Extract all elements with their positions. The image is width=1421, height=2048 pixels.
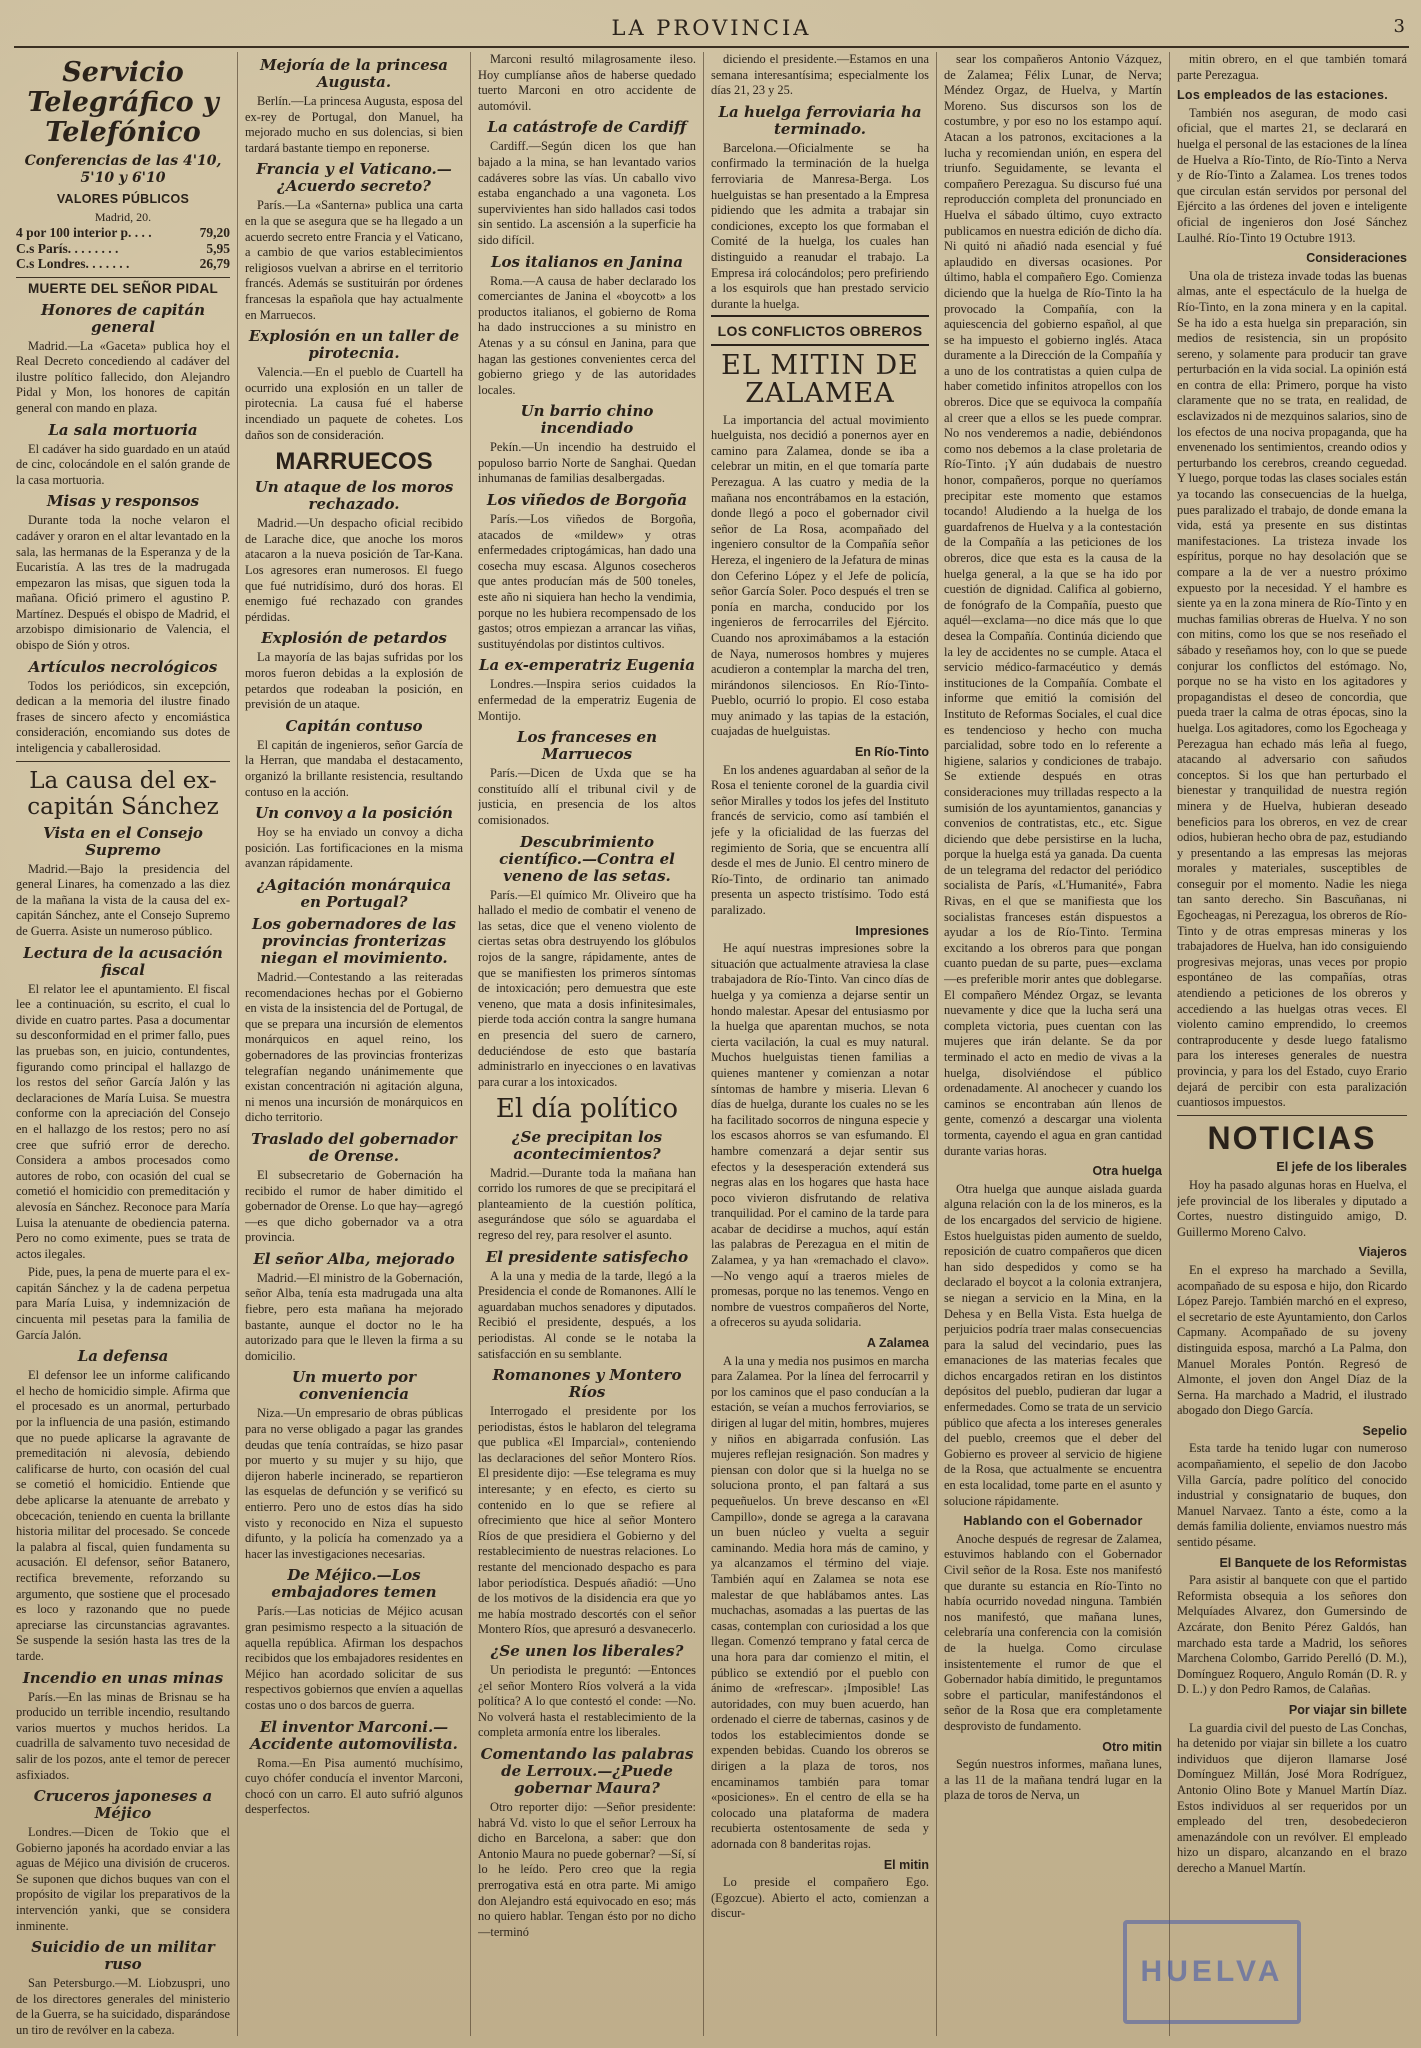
article-text: Hoy se ha enviado un convoy a dicha posición. Las fortificaciones en la misma avanzan rápidamente. xyxy=(245,825,463,871)
article-text: Una ola de tristeza invade todas las buenas almas, ante el espectáculo de la huelga de Río-Tinto, en la zona minera y en la capital. Se ha ido a esta huelga sin preparación, sin medios de resistencia, sin un propósito sereno, y solamente para producir tan grave perturbación en la vida social. La opinión está en contra de ella: Primero, porque ha visto claramente que no se trata, en realidad, de esclavizados ni de mezquinos salarios, sino de los efectos de una nociva propaganda, que ha envenenado los sentimientos, creando odios y perturbando los cerebros, creando ceguedad. Y luego, porque todas las clases sociales están ya tocando las consecuencias de la huelga, pues paralizado el trabajo, de donde emana la vida, está ya presente en sus distintas manifestaciones. La tristeza invade los espíritus, porque no hay desolación que se compare a la de ver a nuestro próximo expuesto por la necesidad. Y el hambre es siente ya en la zona minera de Río-Tinto y en muchas familias obreras de Huelva. Y no son con mitins, como los que se nos reseñado el sábado y reseñamos hoy, con lo que se puede conjurar los conflictos del estómago. No, porque no se ha visto en los agitadores y propagandistas el deseo de concordia, que pueda traer la calma de otras épocas, sino la huelga. Los agitadores, como los Egocheaga y Perezagua han echado más leña al fuego, atacando al adversario con sañudos conceptos. Si los que han perturbado el bienestar y tranquilidad de nuestra región minera y de Huelva, hubieran deseado beneficios para los obreros, en vez de crear odios, hubieran hecho obra de paz, estudiando y presentando a las empresas las mejoras morales y materiales, susceptibles de conseguir por el momento. Nadie les niega tan santo derecho. Sin Bascuñanas, ni Egocheagas, ni Perezagua, los obreros de Río-Tinto y de otras empresas mineras y los trabajadores de Huelva, han ido consiguiendo progresivas mejoras, unas veces por propio espontáneo de las compañías, otras atendiendo a peticiones de los obreros y accediendo a las huelgas otras veces. El violento camino emprendido, lo creemos contraproducente y desde luego fatalismo para los intereses generales de nuestra provincia, y para los del Estado, cuyo Erario dejará de percibir con esta paralización cuantiosos impuestos. xyxy=(1177,268,1407,1110)
subheadline: ¿Agitación monárquica en Portugal? xyxy=(256,875,452,911)
article-text: París.—Los viñedos de Borgoña, atacados de «mildew» y otras enfermedades criptogámicas, han dado una cosecha muy escasa. Algunos cosecheros que antes producían más de 500 toneles, este año ni siquiera han hecho la vendimia, porque no les hubiera recompensado de los gastos; otros empiezan a arrancar las viñas, sustituyéndolas por distintos cultivos. xyxy=(478,512,696,651)
article-text: París.—Dicen de Uxda que se ha constituído allí el tribunal civil y de justicia, en presencia de los altos comisionados. xyxy=(478,766,696,827)
subheadline: Comentando las palabras de Lerroux.—¿Puede gobernar Maura? xyxy=(480,1744,694,1797)
newspaper-title: LA PROVINCIA xyxy=(611,16,812,40)
article-text: Lo preside el compañero Ego. (Egozcue). Abierto el acto, comienzan a discur- xyxy=(711,1875,929,1921)
article-text: Madrid.—Un despacho oficial recibido de Larache dice, que anoche los moros atacaron a la nueva posición de Tar-Kana. Los agresores eran numerosos. El fuego que fué nutridísimo, duró dos horas. El enemigo fué rechazado con grandes pérdidas. xyxy=(245,516,463,624)
article-text: París.—El químico Mr. Oliveiro que ha hallado el medio de combatir el veneno de las setas, dice que el veneno violento de ciertas setas obra destruyendo los glóbulos rojos de la sangre, rápidamente, antes de que se manifiesten los primeros síntomas de intoxicación; pero demuestra que este veneno, que mata a dosis infinitesimales, pierde toda acción contra la sangre humana en presencia del suero de carnero, deduciéndose de esto que bastaría administrarlo en inyecciones o en lavativas para curar a los intoxicados. xyxy=(478,887,696,1089)
subheadline: Misas y responsos xyxy=(46,492,200,511)
headline: MUERTE DEL SEÑOR PIDAL xyxy=(16,277,230,297)
subheadline: Otro mitin xyxy=(1102,1739,1162,1754)
article-text: La mayoría de las bajas sufridas por los moros fueron debidas a la explosión de petardos que rodeaban la posición, en previsión de un ataque. xyxy=(245,650,463,712)
article-text: El relator lee el apuntamiento. El fiscal lee a continuación, su escrito, el cual lo divide en cuatro partes. Pasa a documentar su desconformidad en el primer fallo, pues las pruebas son, en juicio, contundentes, figurando como principal el hallazgo de los restos del señor García Jalón y las declaraciones de María Luisa. Se muestra conforme con la apreciación del Consejo en el hallazgo de los restos; pero no así cree que sufrió error de derecho. Considera a ambos procesados como autores de robo, con ocasión del cual se cometió el homicidio con premeditación y alevosía en Sánchez. Reconoce para María Luisa la atenuante de obediencia paterna. Pero no como eximente, pues se trata de actos ilegales. xyxy=(16,981,230,1261)
subheadline: Un muerto por conveniencia xyxy=(292,1368,416,1404)
article-text: Marconi resultó milagrosamente ileso. Hoy cumplíanse años de haberse quedado tuerto Marconi en otro accidente de automóvil. xyxy=(478,52,696,113)
article-text: París.—Las noticias de Méjico acusan gran pesimismo respecto a la situación de aquella república. Afirman los despachos recibidos que los embajadores residentes en Méjico han acordado solicitar de sus respectivos gobiernos que envíen a aquellas costas uno o dos barcos de guerra. xyxy=(245,1604,463,1712)
article-text: La importancia del actual movimiento huelguista, nos decidió a ponernos ayer en camino para Zalamea, donde se iba a celebrar un mitin, en el que tomaría parte Perezagua. A las cuatro y media de la mañana nos encontrábamos en la estación, donde llegó a poco el gobernador civil señor de La Rosa, acompañado del ingeniero consultor de la Compañía señor Hereza, el ingeniero de la Jefatura de minas don Ceferino López y el Jefe de policía, señor García Soler. Poco después el tren se ponía en marcha, conducido por los ingenieros de ferrocarriles del Ejército. Cuando nos aproximábamos a la estación de Naya, numerosos hombres y mujeres acudieron a contemplar la marcha del tren, mirándonos silenciosos. En Río-Tinto-Pueblo, ocurrió lo propio. El coso estaba muy animado y las tapias de la estación, cuajadas de huelguistas. xyxy=(711,412,929,739)
article-text: En los andenes aguardaban al señor de la Rosa el teniente coronel de la guardia civil señor Miralles y todos los jefes del Instituto francés de servicio, como así también el jefe y la oficialidad de las fuerzas del regimiento de Soria, que se encuentra allí desde el mes de Junio. El centro minero de Río-Tinto, de ordinario tan animado presenta un aspecto tristísimo. Todo está paralizado. xyxy=(711,762,929,917)
article-text: Madrid.—La «Gaceta» publica hoy el Real Decreto concediendo al cadáver del ilustre político fallecido, don Alejandro Pidal y Mon, los honores de capitán general con mando en plaza. xyxy=(16,338,230,415)
headline: EL MITIN DE ZALAMEA xyxy=(721,349,919,410)
article-text: El cadáver ha sido guardado en un ataúd de cinc, colocándole en el salón grande de la casa mortuoria. xyxy=(16,441,230,487)
subheadline: Explosión en un taller de pirotecnia. xyxy=(248,327,460,363)
price-row: C.s Londres. . . . . . . 26,79 xyxy=(16,256,230,272)
article-text: Durante toda la noche velaron el cadáver y oraron en el altar levantado en la sala, las hermanas de la Esperanza y de la Eucaristía. A las tres de la madrugada empezaron las misas, que siguen toda la mañana. Ofició primero el agustino P. Martínez. Después el obispo de Madrid, el arzobispo dimisionario de Valencia, el obispo de Sión y otros. xyxy=(16,513,230,653)
article-text: Valencia.—En el pueblo de Cuartell ha ocurrido una explosión en un taller de pirotecnia. La causa fué el haberse incendiado un paquete de cohetes. Los daños son de consideración. xyxy=(245,365,463,442)
subheadline: El jefe de los liberales xyxy=(1276,1160,1407,1175)
article-text: Londres.—Dicen de Tokio que el Gobierno japonés ha acordado enviar a las aguas de Méjico una división de cruceros. Se suponen que dichos buques van con el propósito de vigilar los preparativos de la intervención yanki, que se considera inminente. xyxy=(16,1825,230,1933)
subheadline: Los gobernadores de las provincias fronterizas niegan el movimiento. xyxy=(252,914,456,967)
article-text: San Petersburgo.—M. Liobzuspri, uno de los directores generales del ministerio de la Guerra, se ha suicidado, disparándose un tiro de revólver en la cabeza. xyxy=(16,1976,230,2038)
article-text: El defensor lee un informe calificando el hecho de homicidio simple. Afirma que el procesado es un anormal, perturbado por la influencia de una pasión, estimando que no puede aplicarse la agravante de premeditación ni alevosía, debiendo calificarse de hurto, con ocasión del cual se cometió el homicidio. Entiende que debe aplicarse la atenuante de arrebato y obcecación, teniendo en cuenta la brillante historia militar del procesado. Se concede la palabra al fiscal, quien fundamenta su acusación. El defensor, señor Batanero, rectifica brevemente, reforzando su argumento, que sostiene que el procesado es loco y razonando que no puede apreciarse las circunstancias agravantes. Se suspende la sesión hasta las tres de la tarde. xyxy=(16,1368,230,1663)
subheadline: Los italianos en Janina xyxy=(491,252,683,271)
subheadline: Incendio en unas minas xyxy=(22,1668,224,1687)
article-text: sear los compañeros Antonio Vázquez, de Zalamea; Félix Lunar, de Nerva; Méndez Orgaz, de Huelva, y Martín Moreno. Sus discursos son los de costumbre, y por eso no los estampo aquí. Atacan a los patronos, excitaciones a la lucha y recomiendan unión, en espera del triunfo. Seguidamente, se levanta el compañero Perezagua. Su discurso fué una reproducción completa del pronunciado en Huelva el sábado último, cuyo extracto publicamos en nuestra edición de dicho día. Ni quitó ni añadió nada esencial y fué aplaudido en diversas ocasiones. Por último, habla el compañero Ego. Comienza diciendo que la huelga de Río-Tinto la ha provocado la Compañía, con la aquiescencia del gobierno español, al que se ha impuesto el gobierno inglés. Ataca duramente a la Dirección de la Compañía y a uno de los contratistas a quien culpa de haber cometido infinitos atropellos con los obreros. Dice que se equivoca la compañía al creer que a ellos se les puede comprar. No nos venderemos a nadie, debiéndonos como nos debemos a la clase proletaria de Río-Tinto. ¡Y aún dudabais de nuestro honor, compañeros, porque no queríamos precipitar este momento que estamos tocando! Aludiendo a la huelga de los guardafrenos de Huelva y a la contestación de la Compañía a las peticiones de los obreros, dice que esta es la causa de la huelga general, a la que se ha ido por cuestión de dignidad. Califica al gobierno, de fonógrafo de la Compañía, puesto que aquél—exclama—no dice más que lo que desea la Compañía. Continúa diciendo que la ley de accidentes no se cumple. Ataca el servicio médico-farmacéutico y demás instituciones de la Compañía. Combate el informe que emitió la comisión del Instituto de Reformas Sociales, el cual dice es tendencioso y hecho con mucha parcialidad, sobre todo en lo referente a higiene, salarios y condiciones de trabajo. Se extiende después en otras consideraciones muy trilladas respecto a la sumisión de los ayuntamientos, ganancias y convenios de contratistas, etc., etc. Sigue diciendo que debe persistirse en la lucha, porque la huelga está ya ganada. Da cuenta de un telegrama del redactor del periódico socialista de París, «L'Humanité», Fabra Rivas, en el que se manifiesta que los socialistas franceses están dispuestos a ayudar a los de Río-Tinto. Termina excitando a los obreros para que pongan cuanto puedan de su parte, pues—exclama—es preferible morir antes que doblegarse. El compañero Méndez Orgaz, se levanta nuevamente y dice que la lucha será una completa victoria, pues cuentan con las mujeres que irán delante. Se da por terminado el acto en medio de vivas a la huelga, disolviéndose el público ordenadamente. Al anochecer y cuando los caminos se encontraban aún llenos de gente, comenzó a descargar una violenta tormenta, cayendo el agua en gran cantidad durante varias horas. xyxy=(944,52,1162,1158)
column-4 xyxy=(711,52,929,2038)
subheadline: La sala mortuoria xyxy=(48,420,198,439)
subheadline: El inventor Marconi.—Accidente automovilista. xyxy=(250,1717,458,1753)
price-row: C.s París. . . . . . . . 5,95 xyxy=(16,240,230,256)
article-text: Esta tarde ha tenido lugar con numeroso acompañamiento, el sepelio de don Jacobo Villa García, padre político del conocido industrial y consignatario de buques, don Manuel Narvaez. Tanto a éste, como a la demás familia doliente, enviamos nuestro más sentido pésame. xyxy=(1177,1441,1407,1550)
article-text: Madrid.—Contestando a las reiteradas recomendaciones hechas por el Gobierno en vista de la insistencia del de Portugal, de que se prepara una incursión de elementos monárquicos en aquel reino, los gobernadores de las provincias fronterizas telegrafían negando unánimemente que existan concentración ni agitación alguna, ni menos una incursión de monárquicos en dicho territorio. xyxy=(245,969,463,1125)
column-rule xyxy=(936,52,937,2036)
subheadline: Explosión de petardos xyxy=(261,629,447,648)
subheadline: La huelga ferroviaria ha terminado. xyxy=(718,102,922,138)
subheadline: Los viñedos de Borgoña xyxy=(486,491,688,510)
subheadline: Viajeros xyxy=(1358,1245,1407,1260)
article-text: Berlín.—La princesa Augusta, esposa del ex-rey de Portugal, don Manuel, ha mejorado mucho en sus dolencias, si bien tardará bastante tiempo en reponerse. xyxy=(245,94,463,155)
subheadline: Los franceses en Marruecos xyxy=(517,728,657,764)
masthead xyxy=(14,6,1409,48)
column-6 xyxy=(1177,52,1407,2038)
subheadline: Sepelio xyxy=(1362,1423,1407,1438)
article-text: Niza.—Un empresario de obras públicas para no verse obligado a pagar las grandes deudas que tenía contraídas, se hizo pasar por muerto y su mujer y su hijo, que dijeron haberle incinerado, se repartieron las esquelas de defunción y se verificó su entierro. Pero uno de estos días ha sido visto y reconocido en Niza el supuesto difunto, y la policía ha comenzado ya a hacer las investigaciones necesarias. xyxy=(245,1406,463,1561)
column-1 xyxy=(16,52,230,2038)
subheadline: Suicidio de un militar ruso xyxy=(31,1938,215,1974)
price-row: 4 por 100 interior p. . . . 79,20 xyxy=(16,225,230,241)
article-text: Madrid.—Durante toda la mañana han corrido los rumores de que se precipitará el planteamiento de la cuestión política, asegurándose que sólo se aguardaba el regreso del rey, para resolver el asunto. xyxy=(478,1165,696,1242)
article-text: Todos los periódicos, sin excepción, dedican a la memoria del ilustre finado frases de sincero afecto y encomiástica consideración, encomiando sus dotes de inteligencia y caballerosidad. xyxy=(16,678,230,756)
article-text: Madrid.—El ministro de la Gobernación, señor Alba, tenía esta madrugada una alta fiebre, pero esta mañana ha mejorado bastante, aunque el doctor no le ha autorizado para que le lleven la firma a su domicilio. xyxy=(245,1270,463,1363)
subheadline: La ex-emperatriz Eugenia xyxy=(479,656,695,675)
subheadline: El señor Alba, mejorado xyxy=(253,1249,455,1268)
conferencias-line: Conferencias de las 4'10, 5'10 y 6'10 xyxy=(24,153,222,186)
subheadline: El mitin xyxy=(883,1857,929,1872)
article-text: Otra huelga que aunque aislada guarda alguna relación con la de los mineros, es la de los encargados del servicio de higiene. Estos huelguistas piden aumento de sueldo, reposición de cuatro compañeros que dicen han sido despedidos y como se ha declarado el boycot a la colonia extranjera, se niegan a servicio en la Mina, en la Dehesa y en Bella Vista. Esta huelga de perjuicios podría traer malas consecuencias para la salud del vecindario, pues las emanaciones de las materias fecales que dichos encargados retiran en los distintos depósitos del pueblo, pudieran dar lugar a enfermedades. Como se trata de un servicio público que afecta a los intereses generales del pueblo, creemos que el deber del Gobierno es proveer al servicio de higiene de la Rosa, que actualmente se encuentra en esta localidad, tome parte en el asunto y solucione rápidamente. xyxy=(944,1181,1162,1508)
column-rule xyxy=(470,52,471,2036)
subheadline: Descubrimiento científico.—Contra el veneno de las setas. xyxy=(499,832,675,885)
subheadline: Cruceros japoneses a Méjico xyxy=(33,1787,213,1823)
valores-title: VALORES PÚBLICOS xyxy=(56,192,190,206)
article-text: Roma.—En Pisa aumentó muchísimo, cuyo chófer conducía el inventor Marconi, chocó con un carro. El auto sufrió algunos desperfectos. xyxy=(245,1755,463,1817)
article-text: Para asistir al banquete con que el partido Reformista obsequia a los señores don Melquíades Alvarez, don Gumersindo de Azcárate, don Benito Pérez Galdós, han marchado esta tarde a Madrid, los señores Marchena Colombo, Garrido Perelló (D. M.), Domínguez Roquero, Angulo Román (D. R. y D. L.) y don Pedro Ramos, de Calañas. xyxy=(1177,1573,1407,1697)
subheadline: Artículos necrológicos xyxy=(28,657,218,676)
section-heading: MARRUECOS xyxy=(275,448,433,476)
subheadline: Lectura de la acusación fiscal xyxy=(23,943,223,979)
valores-place: Madrid, 20. xyxy=(94,209,152,224)
subheadline: Los empleados de las estaciones. xyxy=(1177,88,1389,103)
column-2 xyxy=(245,52,463,2038)
subheadline: Un ataque de los moros rechazado. xyxy=(254,478,454,514)
section-heading: NOTICIAS xyxy=(1207,1119,1377,1156)
column-rule xyxy=(703,52,704,2036)
subheadline: La defensa xyxy=(77,1347,169,1366)
article-text: Londres.—Inspira serios cuidados la enfermedad de la emperatriz Eugenia de Montijo. xyxy=(478,677,696,723)
article-text: Interrogado el presidente por los periodistas, éstos le hablaron del telegrama que publica «El Imparcial», conteniendo las declaraciones del señor Montero Ríos. El presidente dijo: —Ese telegrama es muy interesante; y en efecto, es cierto su contenido en lo que se refiere al ofrecimiento que hice al señor Montero Ríos de que presidiera el Gobierno y del restablecimiento de nuestras relaciones. Lo restante del mencionado despacho es para labor periodística. Después añadió: —Uno de los motivos de la disidencia era que yo me había mostrado descortés con el señor Montero Ríos, que apresuró a desvanecerlo. xyxy=(478,1404,696,1637)
article-text: Anoche después de regresar de Zalamea, estuvimos hablando con el Gobernador Civil señor de la Rosa. Este nos manifestó que durante su estancia en Río-Tinto no había ocurrido novedad ninguna. También nos manifestó, que mañana lunes, celebraría una conferencia con la comisión de la huelga. Como circulase insistentemente el rumor de que el Gobernador había dimitido, le preguntamos sobre el particular, manifestándonos el señor de la Rosa que era completamente desprovisto de fundamento. xyxy=(944,1531,1162,1733)
article-text: Roma.—A causa de haber declarado los comerciantes de Janina el «boycott» a los productos italianos, el gobierno de Roma ha dado instrucciones a su ministro en Atenas y a su cónsul en Janina, para que hagan las gestiones convenientes cerca del gobierno griego y de las autoridades locales. xyxy=(478,273,696,397)
headline: La causa del ex-capitán Sánchez xyxy=(27,767,219,820)
subheadline: Hablando con el Gobernador xyxy=(963,1514,1143,1529)
subheadline: La catástrofe de Cardiff xyxy=(487,118,687,137)
article-text: Barcelona.—Oficialmente se ha confirmado la terminación de la huelga ferroviaria de Manresa-Berga. Los huelguistas se han presentado a la Empresa pidiendo que les admita a trabajar sin condiciones, excepto los que formaban el Comité de la huelga, los cuales han distinguido a reanudar el trabajo. La Empresa irá colocándolos; pero prefiriendo a los esquirols que han prestado servicio durante la huelga. xyxy=(711,140,929,311)
column-rule xyxy=(1169,52,1170,2036)
column-rule xyxy=(237,52,238,2036)
subheadline: Traslado del gobernador de Orense. xyxy=(251,1129,457,1165)
subheadline: En Río-Tinto xyxy=(854,745,929,760)
subheadline: De Méjico.—Los embajadores temen xyxy=(271,1566,437,1602)
article-text: Madrid.—Bajo la presidencia del general Linares, ha comenzado a las diez de la mañana la vista de la causa del ex-capitán Sánchez, ante el Consejo Supremo de Guerra. Asiste un numeroso público. xyxy=(16,861,230,938)
article-text: París.—En las minas de Brisnau se ha producido un terrible incendio, resultando varios muertos y muchos heridos. La cuadrilla de salvamento tuvo necesidad de salir de los pozos, ante el temor de perecer asfixiados. xyxy=(16,1689,230,1782)
subheadline: Un convoy a la posición xyxy=(255,804,453,823)
subheadline: Honores de capitán general xyxy=(40,300,206,336)
subheadline: ¿Se unen los liberales? xyxy=(490,1642,684,1661)
subheadline: ¿Se precipitan los acontecimientos? xyxy=(511,1127,663,1163)
article-text: Pekín.—Un incendio ha destruido el populoso barrio Norte de Sanghai. Quedan inhumanas de familias desalbergadas. xyxy=(478,440,696,486)
article-text: París.—La «Santerna» publica una carta en la que se asegura que se ha llegado a un acuerdo secreto entre Francia y el Vaticano, a cambio de que varios establecimientos religiosos vuelvan a abrirse en el territorio francés. Además se sustituirán por órdenes francesas la española que hay actualmente en Marruecos. xyxy=(245,198,463,322)
subheadline: Romanones y Montero Ríos xyxy=(492,1366,682,1402)
article-text: He aquí nuestras impresiones sobre la situación que actualmente atraviesa la clase trabajadora de Río-Tinto. Van cinco días de huelga y ya comienza a dejarse sentir un hondo malestar. Apesar del entusiasmo por la huelga que aparentan muchos, se nota cierta vacilación, la cual es muy natural. Muchos huelguistas tienen familias a quienes mantener y comienzan a notar síntomas de hambre y miseria. Llevan 6 días de huelga, durante los cuales no se les ha facilitado socorros de ninguna especie y los escasos ahorros se van esfumando. El hambre comenzará a dejar sentir sus efectos y la desesperación extenderá sus negras alas en los hogares que hasta hace poco vivieron disfrutando de relativa tranquilidad. Por el camino de la tarde para acabar de decidirse a muchos, aquí están las palabras de Perezagua en el mitin de Zalamea, y ya han «remachado el clavo». —No vengo aquí a traeros mieles de promesas, porque no las tenemos. Vengo en nombre de vuestros compañeros del Norte, a ofreceros su ayuda solidaria. xyxy=(711,941,929,1330)
article-text: Según nuestros informes, mañana lunes, a las 11 de la mañana tendrá lugar en la plaza de toros de Nerva, un xyxy=(944,1757,1162,1803)
article-text: Otro reporter dijo: —Señor presidente: habrá Vd. visto lo que el señor Lerroux ha dicho en Barcelona, a saber: que don Antonio Maura no puede gobernar? —Sí, sí lo he leído. Pero creo que la regia prerrogativa está en otra parte. Mi amigo don Alejandro está equivocado en eso; más no quiero hablar. Tengan ésto por no dicho—terminó xyxy=(478,1799,696,1939)
article-text: El capitán de ingenieros, señor García de la Herran, que mandaba el destacamento, organizó la brillante resistencia, resultando contuso en la acción. xyxy=(245,737,463,799)
subheadline: Vista en el Consejo Supremo xyxy=(43,823,203,859)
subheadline: Impresiones xyxy=(855,923,929,938)
subheadline: Capitán contuso xyxy=(285,716,423,735)
article-text: diciendo el presidente.—Estamos en una semana interesantísima; especialmente los días 21, 23 y 25. xyxy=(711,52,929,98)
page-number: 3 xyxy=(1393,16,1405,37)
subheadline: Otra huelga xyxy=(1092,1164,1162,1179)
subheadline: El presidente satisfecho xyxy=(485,1247,689,1266)
article-text: Hoy ha pasado algunas horas en Huelva, el jefe provincial de los liberales y diputado a Cortes, nuestro distinguido amigo, D. Guillermo Moreno Calvo. xyxy=(1177,1177,1407,1239)
subheadline: Por viajar sin billete xyxy=(1288,1702,1407,1717)
article-text: En el expreso ha marchado a Sevilla, acompañado de su esposa e hijo, don Ricardo López Parejo. También marchó en el expreso, el secretario de este Ayuntamiento, don Carlos Capmany. Acompañado de su joveny distinguida esposa, marchó a La Palma, don Manuel Morales Pontón. Regresó de Almonte, el joven don Angel Díaz de la Serna. Ha marchado a Madrid, el ilustrado abogado don Diego García. xyxy=(1177,1262,1407,1418)
article-text: A la una y media nos pusimos en marcha para Zalamea. Por la línea del ferrocarril y por los caminos que el paso conducían a la estación, se veían a muchos ferroviarios, se dirigen al lugar del mitin, hombres, mujeres y niños en abigarrada confusión. Las mujeres reflejan resignación. Son madres y piensan con dolor que si la huelga no se soluciona pronto, el pan faltará a sus pequeñuelos. Un breve descanso en «El Campillo», donde se agrega a la caravana un buen núcleo y vuelta a seguir caminando. Media hora más de camino, y ya alcanzamos el término del viaje. También aquí en Zalamea se nota ese malestar de que hablábamos antes. Las muchachas, asomadas a las puertas de las casas, contemplan con curiosidad a los que llegan. Comenzó temprano y fatal cerca de una hora para dar comienzo el mitin, el público se extendió por el pueblo con ánimo de «refrescar». ¡Imposible! Las autoridades, con muy buen acuerdo, han ordenado el cierre de tabernas, casinos y de todos los establecimientos donde se expenden bebidas. Cuando los obreros se dirigen a la plaza de toros, nos encaminamos también para tomar «posiciones». En el centro de ella se ha colocado una plataforma de madera recubierta ostentosamente de seda y adornada con 8 banderitas rojas. xyxy=(711,1353,929,1852)
subheadline: El Banquete de los Reformistas xyxy=(1219,1555,1407,1570)
section-title: Servicio Telegráfico y Telefónico xyxy=(27,57,219,148)
library-stamp: HUELVA xyxy=(1123,1920,1301,2024)
article-text: El subsecretario de Gobernación ha recibido el rumor de haber dimitido el gobernador de Orense. Lo que hay—agregó—es que dicho gobernador va a otra provincia. xyxy=(245,1167,463,1245)
section-heading: LOS CONFLICTOS OBREROS xyxy=(717,323,923,340)
subheadline: Consideraciones xyxy=(1306,251,1407,266)
article-text: La guardia civil del puesto de Las Conchas, ha detenido por viajar sin billete a los cuatro individuos que dijeron llamarse José Domínguez Millán, José Mora Rodríguez, Antonio Olino Bote y Manuel Martín Díaz. Estos individuos al ser requeridos por un empleado del tren, desobedecieron amenazándole con un revólver. El empleado hizo un disparo, alcanzando en el brazo derecho a Manuel Martín. xyxy=(1177,1720,1407,1875)
subheadline: Un barrio chino incendiado xyxy=(520,402,654,438)
subheadline: Mejoría de la princesa Augusta. xyxy=(260,56,448,91)
section-heading: El día político xyxy=(495,1094,679,1125)
subheadline: Francia y el Vaticano.—¿Acuerdo secreto? xyxy=(256,160,452,196)
article-text: También nos aseguran, de modo casi oficial, que el martes 21, se declarará en huelga el personal de las estaciones de la línea de Huelva a Río-Tinto, de Río-Tinto a Nerva y de Río-Tinto a Zalamea. Los trenes todos que circulan están servidos por personal del Ejército a las órdenes del joven e inteligente oficial de ingenieros don José Sánchez Laulhé. Río-Tinto 19 Octubre 1913. xyxy=(1177,105,1407,245)
subheadline: A Zalamea xyxy=(866,1336,929,1351)
column-3 xyxy=(478,52,696,2038)
article-text: Pide, pues, la pena de muerte para el ex-capitán Sánchez y la de cadena perpetua para María Luisa, y indemnización de cincuenta mil pesetas para la familia de García Jalón. xyxy=(16,1265,230,1342)
article-text: Un periodista le preguntó: —Entonces ¿el señor Montero Ríos volverá a la vida política? A lo que contestó el conde: —No. No volverá hasta el restablecimiento de la completa armonía entre los liberales. xyxy=(478,1663,696,1740)
article-text: mitin obrero, en el que también tomará parte Perezagua. xyxy=(1177,52,1407,82)
column-5 xyxy=(944,52,1162,2038)
article-text: Cardiff.—Según dicen los que han bajado a la mina, se han levantado varios cadáveres sobre las vías. Un caballo vivo estaba enganchado a una vagoneta. Los supervivientes han sido hallados casi todos sin sentido. La ascensión a la superficie ha sido difícil. xyxy=(478,139,696,247)
article-text: A la una y media de la tarde, llegó a la Presidencia el conde de Romanones. Allí le aguardaban muchos senadores y diputados. Recibió el presidente, después, a los periodistas. Al conde se le notaba la satisfacción en su semblante. xyxy=(478,1268,696,1361)
